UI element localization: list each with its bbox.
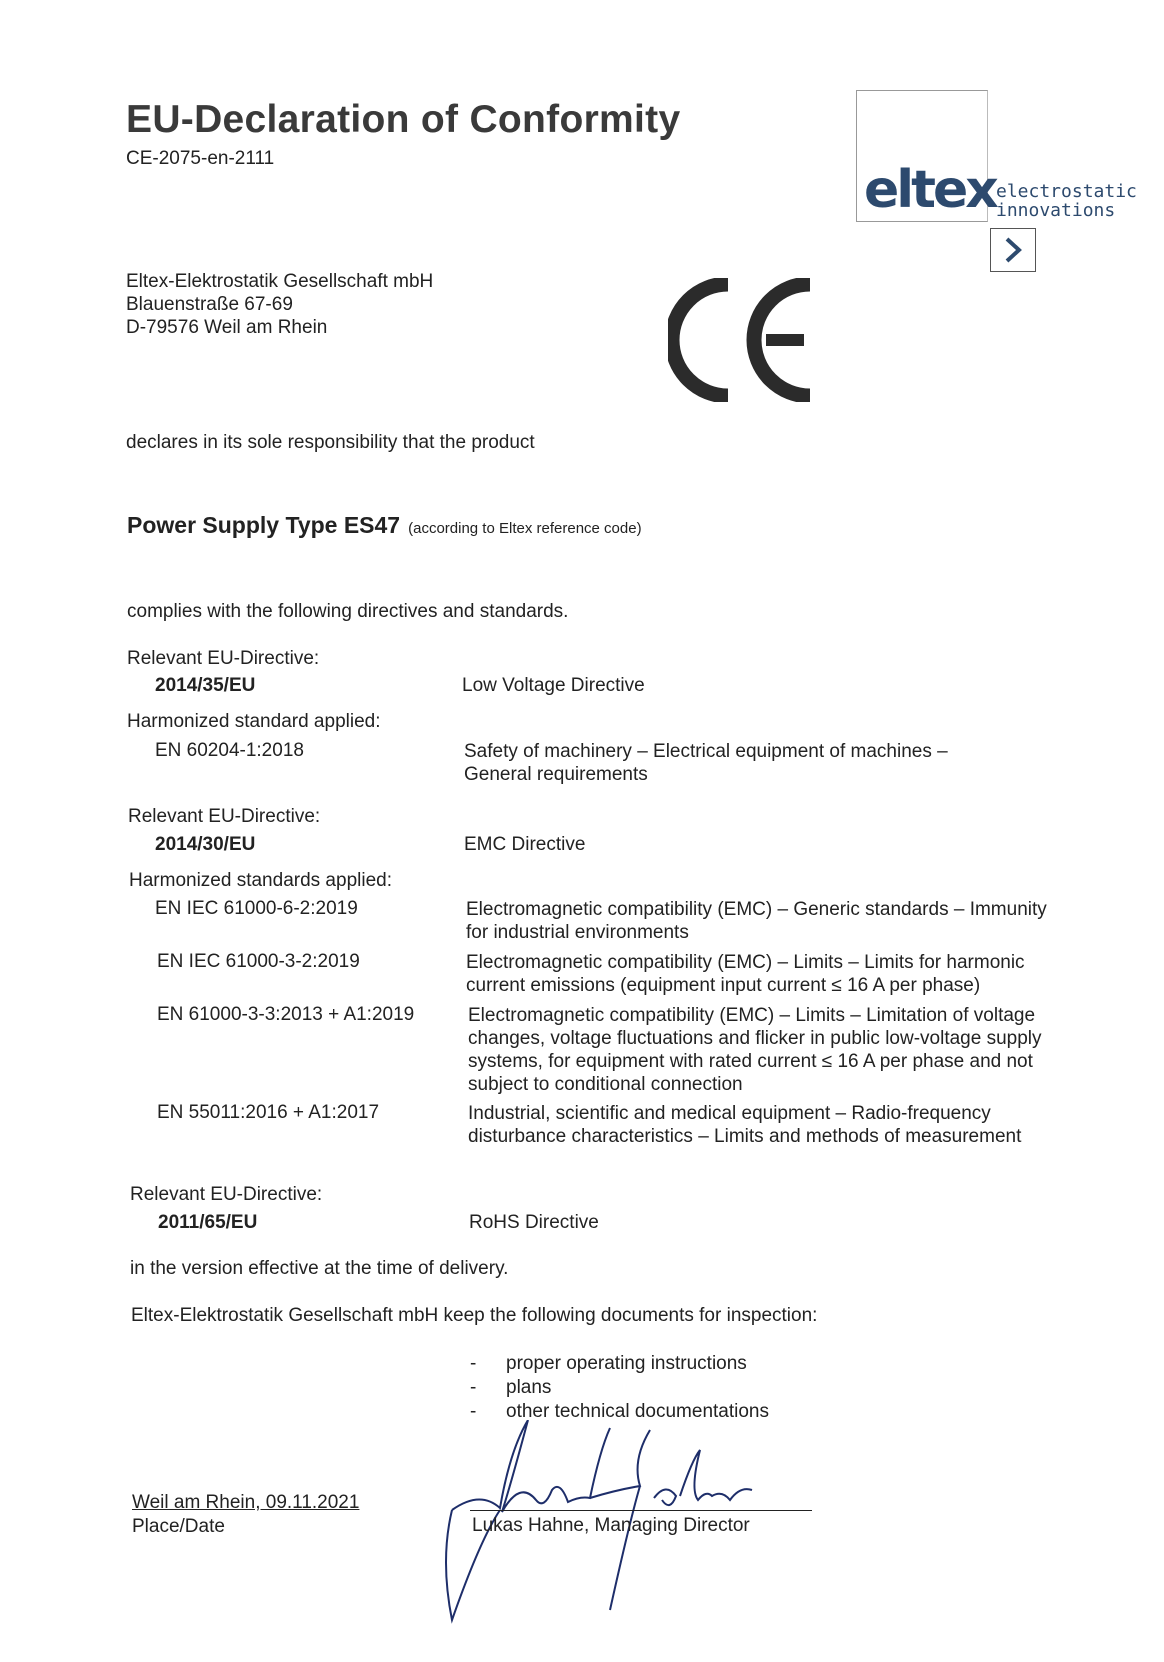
manufacturer-street: Blauenstraße 67-69 [126, 294, 293, 315]
signature-line [470, 1510, 812, 1511]
emc-code: 2014/30/EU [155, 834, 256, 855]
list-item: - other technical documentations [470, 1401, 769, 1422]
place-date: Weil am Rhein, 09.11.2021 [132, 1492, 360, 1513]
lvd-name: Low Voltage Directive [462, 675, 645, 696]
logo-tagline [996, 182, 1137, 220]
manufacturer-name: Eltex-Elektrostatik Gesellschaft mbH [126, 271, 434, 292]
logo-tagline-line-1: electrostatic [996, 181, 1137, 202]
documents-note: Eltex-Elektrostatik Gesellschaft mbH keep the following documents for inspection: [131, 1305, 818, 1326]
list-item: - plans [470, 1377, 552, 1398]
rohs-label: Relevant EU-Directive: [130, 1184, 323, 1205]
rohs-code: 2011/65/EU [158, 1212, 258, 1233]
declaration-statement: declares in its sole responsibility that the product [126, 432, 535, 453]
emc-standard-desc: Electromagnetic compatibility (EMC) – Limits – Limitation of voltage changes, voltage fluctuations and flicker in public low-voltage supply systems, for equipment with rated current ≤ 16 A per phase and not subject to conditional connection [468, 1005, 1042, 1095]
ce-mark-icon [668, 278, 816, 402]
product-line [127, 512, 642, 539]
documents-list [470, 1352, 769, 1424]
place-date-label: Place/Date [132, 1516, 225, 1537]
emc-standard-code: EN IEC 61000-3-2:2019 [157, 951, 360, 972]
document-id: CE-2075-en-2111 [126, 148, 275, 169]
emc-standards-label: Harmonized standards applied: [129, 870, 392, 891]
page-title: EU-Declaration of Conformity [126, 98, 681, 141]
emc-name: EMC Directive [464, 834, 586, 855]
emc-label: Relevant EU-Directive: [128, 806, 321, 827]
lvd-standard-label: Harmonized standard applied: [127, 711, 381, 732]
product-note: (according to Eltex reference code) [408, 520, 642, 537]
rohs-name: RoHS Directive [469, 1212, 599, 1233]
emc-standard-desc: Electromagnetic compatibility (EMC) – Generic standards – Immunity for industrial environments [466, 899, 1047, 943]
emc-standard-code: EN 61000-3-3:2013 + A1:2019 [157, 1004, 415, 1025]
chevron-right-icon [990, 228, 1036, 272]
emc-standard-desc: Electromagnetic compatibility (EMC) – Limits – Limits for harmonic current emissions (equipment input current ≤ 16 A per phase) [466, 952, 1025, 996]
logo-tagline-line-2: innovations [996, 200, 1116, 221]
emc-standard-code: EN 55011:2016 + A1:2017 [157, 1102, 380, 1123]
logo-wordmark: eltex [864, 160, 996, 220]
lvd-code: 2014/35/EU [155, 675, 256, 696]
emc-standard-desc: Industrial, scientific and medical equipment – Radio-frequency disturbance characteristics – Limits and methods of measurement [468, 1103, 1022, 1147]
manufacturer-address [126, 270, 433, 339]
version-note: in the version effective at the time of delivery. [130, 1258, 509, 1279]
lvd-standard-desc: Safety of machinery – Electrical equipment of machines – General requirements [464, 741, 948, 785]
lvd-standard-code: EN 60204-1:2018 [155, 740, 304, 761]
compliance-statement: complies with the following directives and standards. [127, 601, 569, 622]
list-item: - proper operating instructions [470, 1353, 747, 1374]
product-name: Power Supply Type ES47 [127, 512, 401, 538]
manufacturer-city: D-79576 Weil am Rhein [126, 317, 328, 338]
signatory-name: Lukas Hahne, Managing Director [472, 1515, 750, 1536]
emc-standard-code: EN IEC 61000-6-2:2019 [155, 898, 358, 919]
lvd-label: Relevant EU-Directive: [127, 648, 320, 669]
